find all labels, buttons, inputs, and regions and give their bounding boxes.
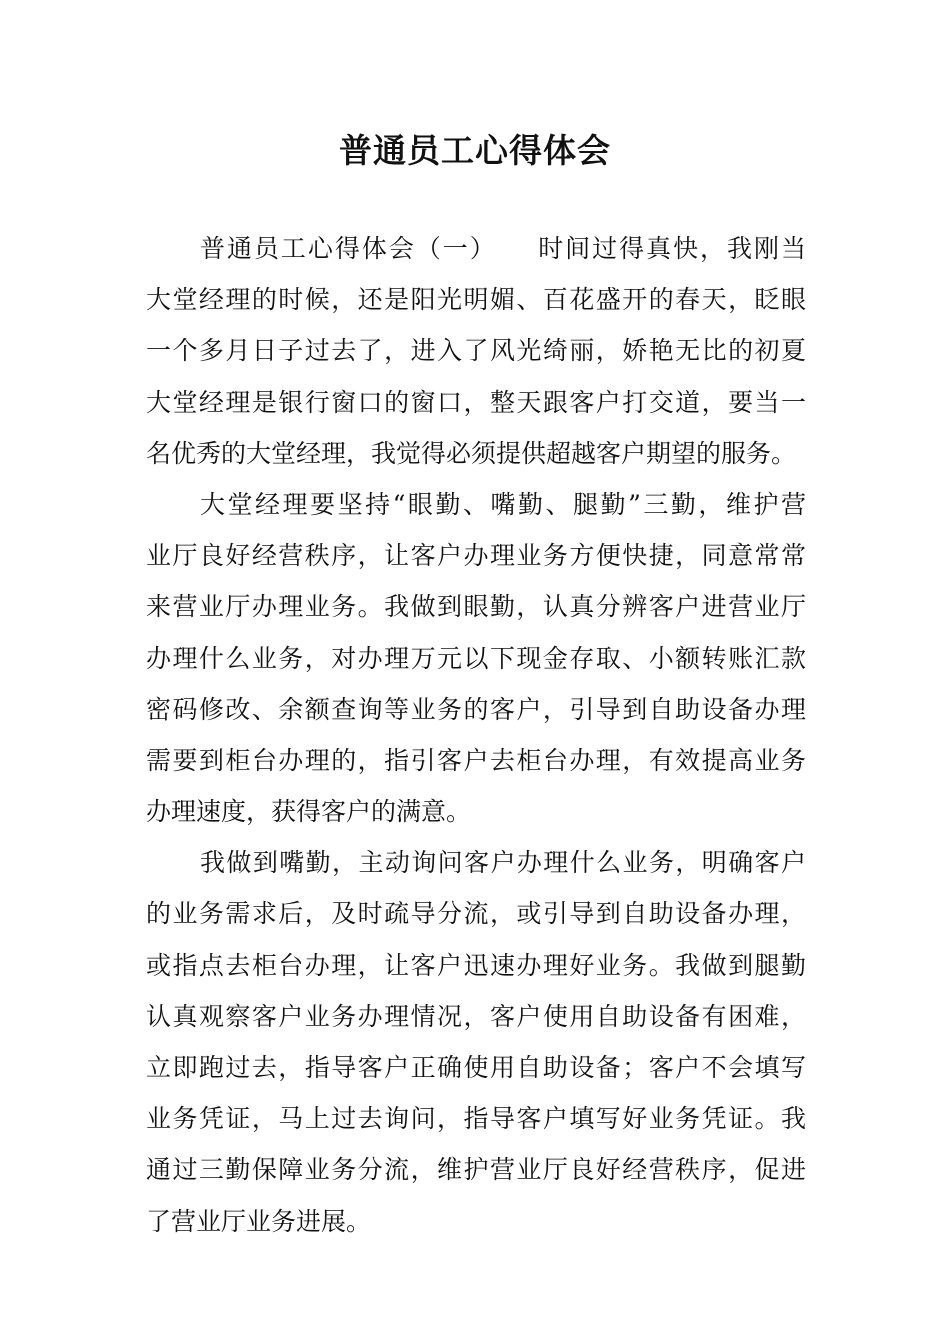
text-line: 我做到嘴勤，主动询问客户办理什么业务，明确客户 bbox=[200, 848, 806, 878]
text-line: 的业务需求后，及时疏导分流，或引导到自助设备办理， bbox=[146, 899, 806, 929]
text-line: 普通员工心得体会（一） 时间过得真快，我刚当 bbox=[200, 234, 806, 263]
text-line: 名优秀的大堂经理，我觉得必须提供超越客户期望的服务。 bbox=[146, 438, 797, 468]
text-line: 办理什么业务，对办理万元以下现金存取、小额转账汇款 bbox=[146, 643, 806, 673]
text-line: 通过三勤保障业务分流，维护营业厅良好经营秩序，促进 bbox=[146, 1155, 806, 1185]
text-line: 办理速度，获得客户的满意。 bbox=[146, 797, 472, 827]
text-line: 一个多月日子过去了，进入了风光绮丽，娇艳无比的初夏 bbox=[146, 336, 806, 366]
text-line: 大堂经理是银行窗口的窗口，整天跟客户打交道，要当一 bbox=[146, 387, 806, 417]
text-line: 或指点去柜台办理，让客户迅速办理好业务。我做到腿勤 bbox=[146, 950, 806, 980]
text-line: 认真观察客户业务办理情况，客户使用自助设备有困难， bbox=[146, 1001, 806, 1031]
text-line: 来营业厅办理业务。我做到眼勤，认真分辨客户进营业厅 bbox=[146, 592, 806, 622]
text-line: 立即跑过去，指导客户正确使用自助设备；客户不会填写 bbox=[146, 1053, 806, 1082]
text-line: 业务凭证，马上过去询问，指导客户填写好业务凭证。我 bbox=[146, 1104, 806, 1134]
text-line: 密码修改、余额查询等业务的客户，引导到自助设备办理 bbox=[146, 694, 806, 724]
text-line: 了营业厅业务进展。 bbox=[146, 1206, 372, 1236]
document-title: 普通员工心得体会 bbox=[339, 131, 611, 170]
text-line: 需要到柜台办理的，指引客户去柜台办理，有效提高业务 bbox=[146, 745, 806, 775]
text-line: 业厅良好经营秩序，让客户办理业务方便快捷，同意常常 bbox=[146, 541, 806, 571]
text-line: 大堂经理要坚持“眼勤、嘴勤、腿勤”三勤，维护营 bbox=[200, 489, 806, 519]
text-line: 大堂经理的时候，还是阳光明媚、百花盛开的春天，眨眼 bbox=[146, 285, 806, 315]
document-body bbox=[146, 223, 806, 1247]
